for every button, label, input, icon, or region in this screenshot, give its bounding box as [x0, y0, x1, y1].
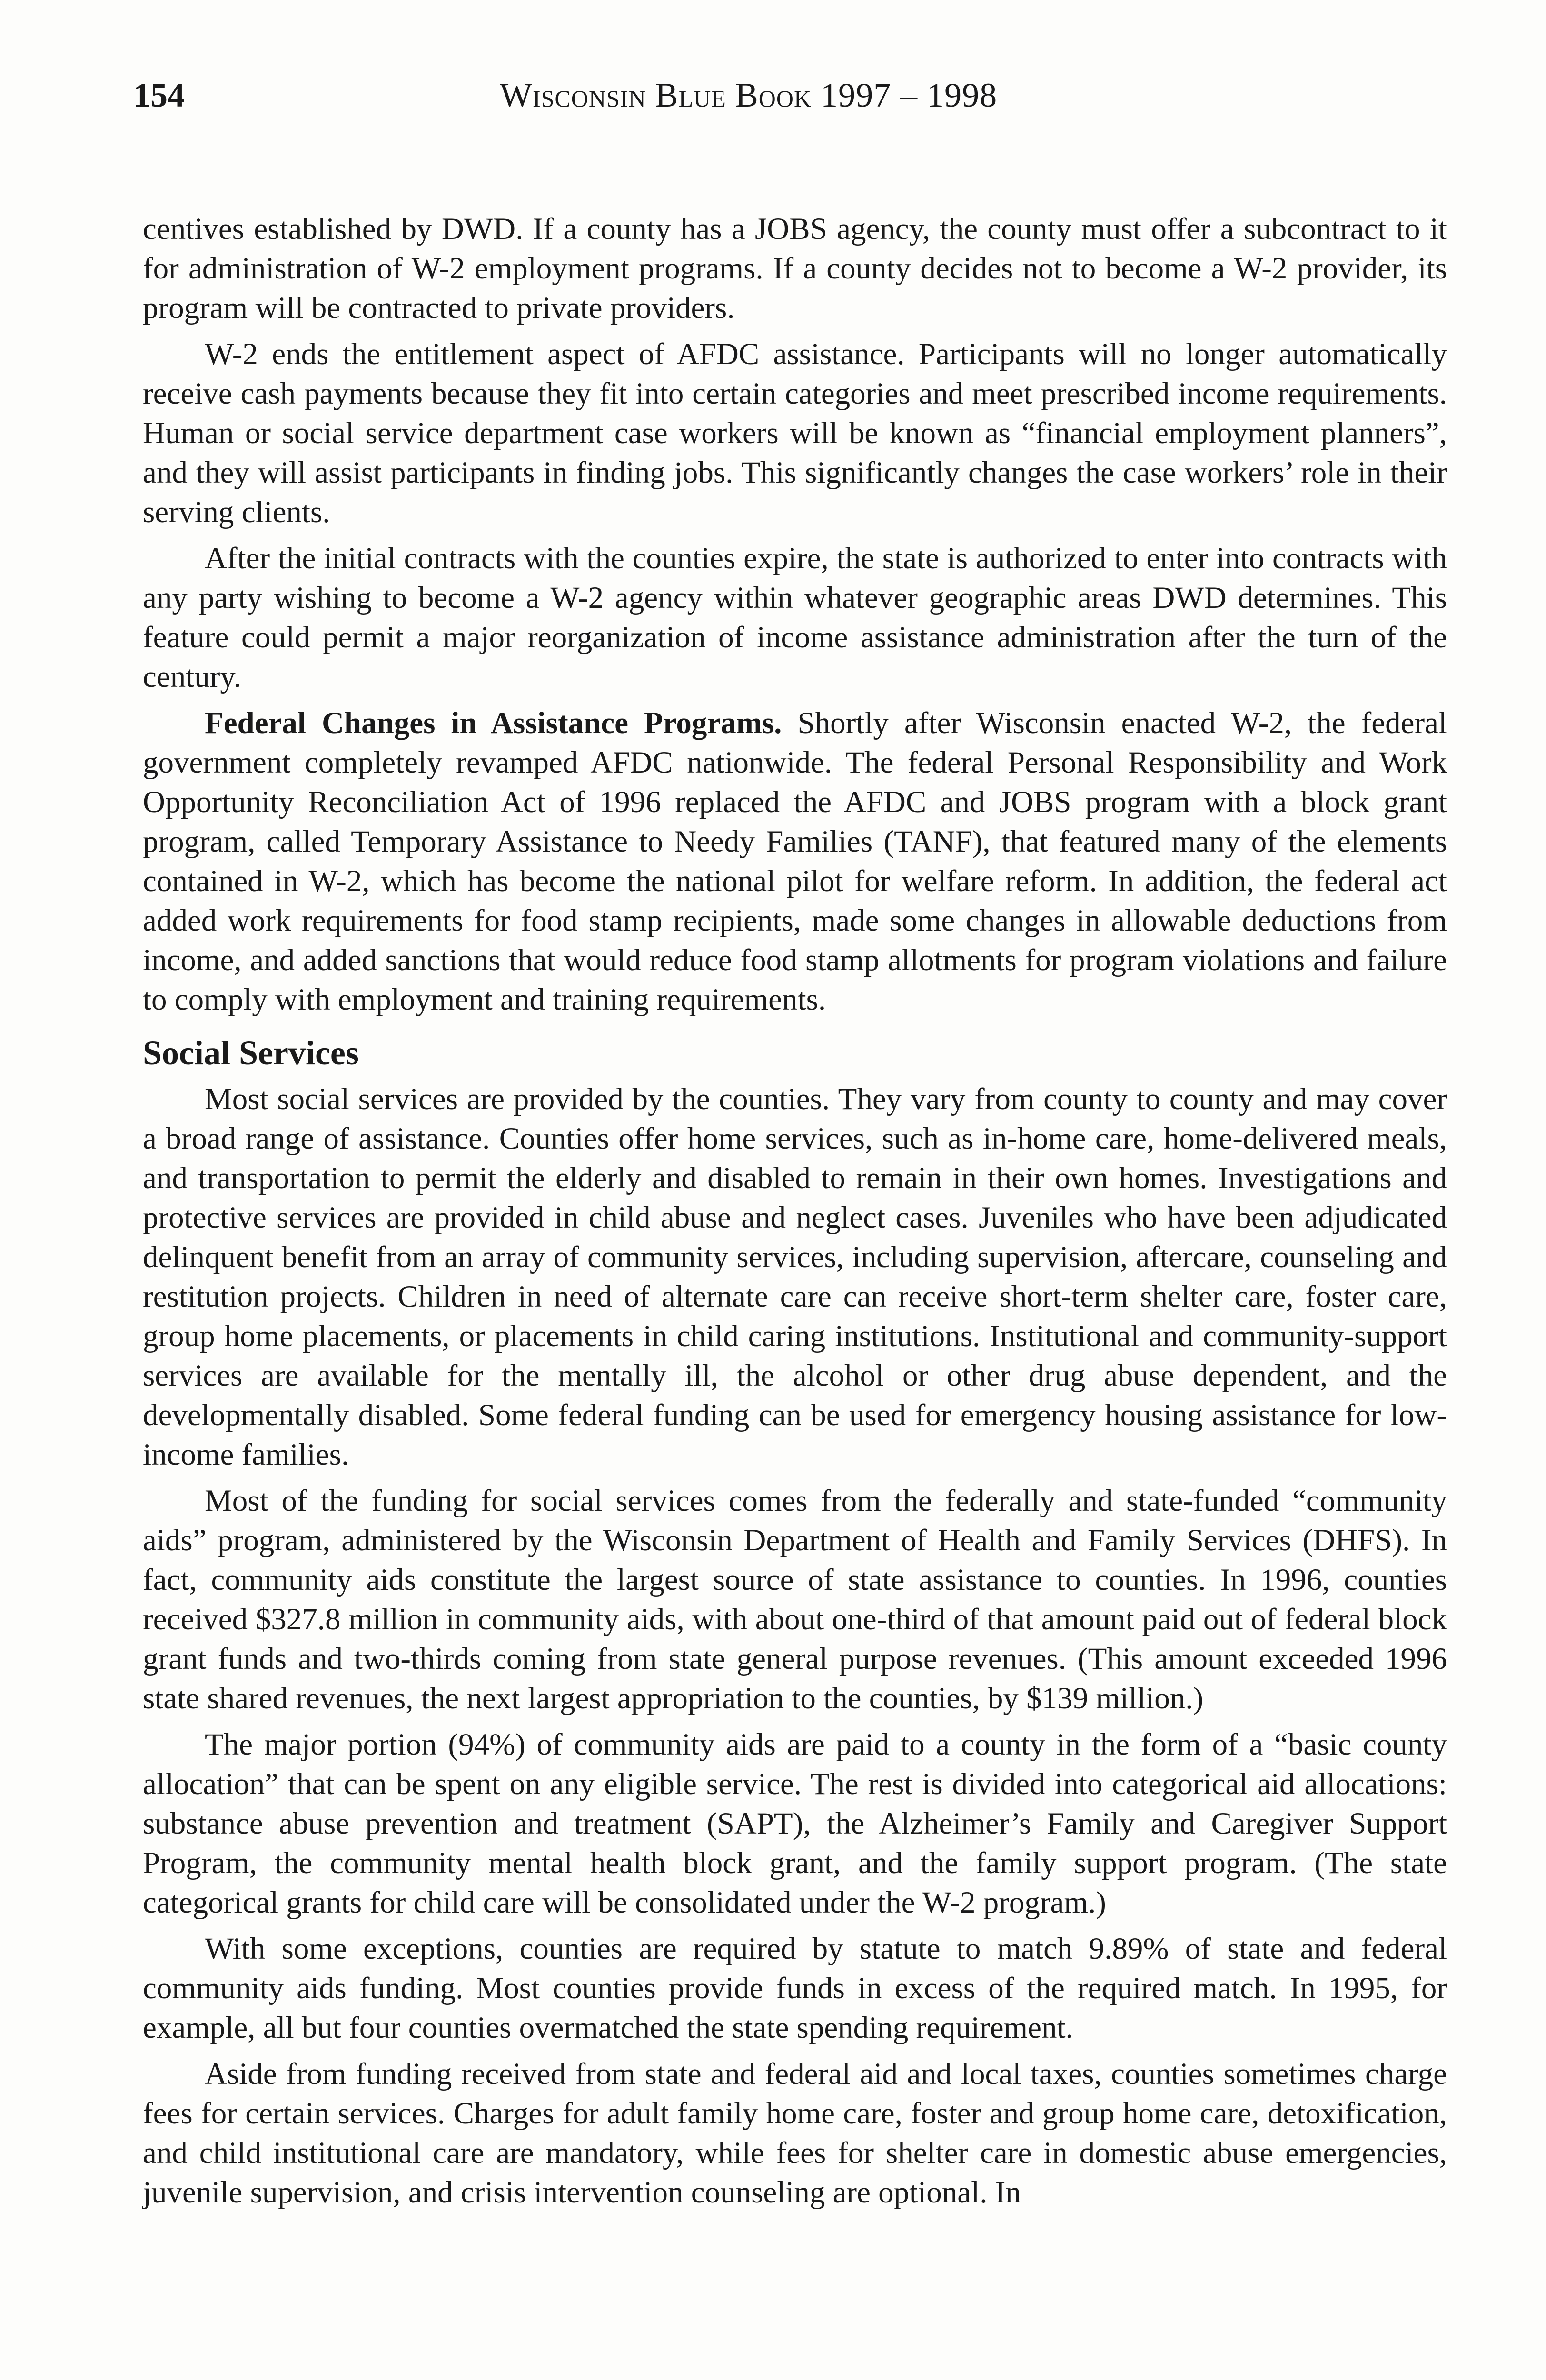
paragraph-social-services-provided: Most social services are provided by the counties. They vary from county to county and may cover a broad range of assistance. Counties offer home services, such as in-home care, home-delivered meals, and transportation to permit the elderly and disabled to remain in their own homes. Investigations and protective services are provided in child abuse and neglect cases. Juveniles who have been adjudicated delinquent benefit from an array of community services, including supervision, aftercare, counseling and restitution projects. Children in need of alternate care can receive short-term shelter care, foster care, group home placements, or placements in child caring institutions. Institutional and community-support services are available for the mentally ill, the alcohol or other drug abuse dependent, and the developmentally disabled. Some federal funding can be used for emergency housing assistance for low-income families.: [143, 1082, 1447, 1472]
body-text: [143, 209, 1447, 2219]
paragraph-w2-entitlement: W-2 ends the entitlement aspect of AFDC assistance. Participants will no longer automatically receive cash payments because they fit into certain categories and meet prescribed income requirements. Human or social service department case workers will be known as “financial employment planners”, and they will assist participants in finding jobs. This significantly changes the case workers’ role in their serving clients.: [143, 337, 1447, 529]
federal-changes-text: Shortly after Wisconsin enacted W-2, the federal government completely revamped AFDC nationwide. The federal Personal Responsibility and Work Opportunity Reconciliation Act of 1996 replaced the AFDC and JOBS program with a block grant program, called Temporary Assistance to Needy Families (TANF), that featured many of the elements contained in W-2, which has become the national pilot for welfare reform. In addition, the federal act added work requirements for food stamp recipients, made some changes in allowable deductions from income, and added sanctions that would reduce food stamp allotments for program violations and failure to comply with employment and training requirements.: [143, 706, 1447, 1017]
running-head: Wisconsin Blue Book 1997 – 1998: [500, 76, 998, 114]
paragraph-county-match: With some exceptions, counties are required by statute to match 9.89% of state and federal community aids funding. Most counties provide funds in excess of the required match. In 1995, for example, all but four counties overmatched the state spending requirement.: [143, 1932, 1447, 2045]
page-number: 154: [133, 76, 185, 114]
section-heading-social-services: Social Services: [143, 1034, 359, 1072]
paragraph-initial-contracts: After the initial contracts with the counties expire, the state is authorized to enter into contracts with any party wishing to become a W-2 agency within whatever geographic areas DWD determines. This feature could permit a major reorganization of income assistance administration after the turn of the century.: [143, 541, 1447, 694]
paragraph-federal-changes: [143, 704, 1447, 1020]
page-header: [133, 71, 1457, 124]
paragraph-community-aids-funding: Most of the funding for social services comes from the federally and state-funded “community aids” program, administered by the Wisconsin Department of Health and Family Services (DHFS). In fact, community aids constitute the largest source of state assistance to counties. In 1996, counties received $327.8 million in community aids, with about one-third of that amount paid out of federal block grant funds and two-thirds coming from state general purpose revenues. (This amount exceeded 1996 state shared revenues, the next largest appropriation to the counties, by $139 million.): [143, 1484, 1447, 1716]
paragraph-continued: centives established by DWD. If a county has a JOBS agency, the county must offer a subcontract to it for administration of W-2 employment programs. If a county decides not to become a W-2 provider, its program will be contracted to private providers.: [143, 212, 1447, 325]
run-in-heading-federal-changes: Federal Changes in Assistance Programs.: [205, 706, 782, 740]
paragraph-basic-county-allocation: The major portion (94%) of community aids are paid to a county in the form of a “basic county allocation” that can be spent on any eligible service. The rest is divided into categorical aid allocations: substance abuse prevention and treatment (SAPT), the Alzheimer’s Family and Caregiver Support Program, the community mental health block grant, and the family support program. (The state categorical grants for child care will be consolidated under the W-2 program.): [143, 1727, 1447, 1920]
paragraph-service-fees: Aside from funding received from state and federal aid and local taxes, counties sometimes charge fees for certain services. Charges for adult family home care, foster and group home care, detoxification, and child institutional care are mandatory, while fees for shelter care in domestic abuse emergencies, juvenile supervision, and crisis intervention counseling are optional. In: [143, 2057, 1447, 2210]
